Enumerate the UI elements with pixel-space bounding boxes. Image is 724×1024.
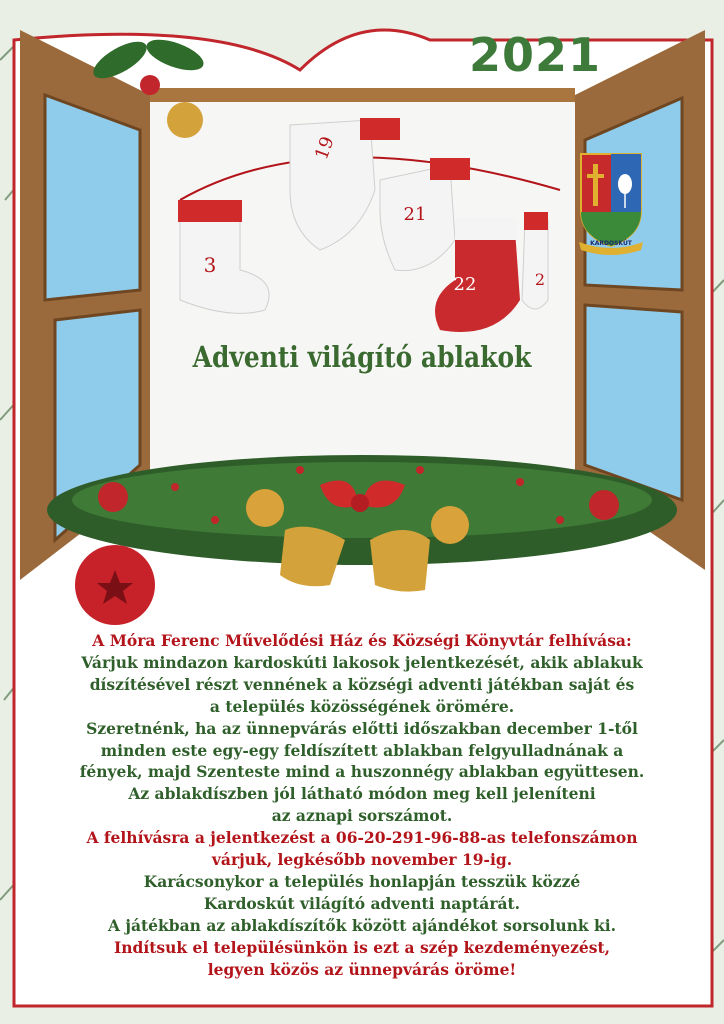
text-line: legyen közös az ünnepvárás öröme! [207, 959, 517, 979]
text-line: minden este egy-egy feldíszített ablakban felgyulladnának a [100, 740, 624, 760]
stocking-number-2: 2 [534, 270, 546, 289]
text-line: A játékban az ablakdíszítők között ajándékot sorsolunk ki. [107, 915, 617, 935]
emblem-label: KARDOSKÚT [590, 240, 632, 247]
text-line: Indítsuk el településünkön is ezt a szép kezdeményezést, [113, 937, 611, 957]
stocking-number-22: 22 [453, 274, 477, 295]
text-line: Kardoskút világító adventi naptárát. [203, 893, 521, 913]
year-heading: 2021 [468, 28, 602, 82]
text-line: várjuk, legkésőbb november 19-ig. [211, 850, 513, 870]
poster-title: Adventi világító ablakok [192, 340, 532, 374]
text-line: A Móra Ferenc Művelődési Ház és Községi Könyvtár felhívása: [92, 631, 632, 650]
text-line: A felhívásra a jelentkezést a 06-20-291-96-88-as telefonszámon [86, 828, 638, 848]
text-line: az aznapi sorszámot. [271, 806, 453, 826]
text-line: Karácsonykor a település honlapján tesszük közzé [143, 871, 581, 891]
announcement-text [24, 630, 700, 981]
text-line: fények, majd Szenteste mind a huszonnégy ablakban együttesen. [79, 762, 645, 782]
text-line: díszítésével részt vennének a községi adventi játékban saját és [89, 674, 635, 694]
text-line: Várjuk mindazon kardoskúti lakosok jelentkezését, akik ablakuk [81, 652, 643, 672]
stocking-number-3: 3 [203, 253, 217, 277]
text-line: a település közösségének örömére. [209, 696, 515, 716]
text-line: Az ablakdíszben jól látható módon meg kell jeleníteni [128, 784, 596, 804]
text-line: Szeretnénk, ha az ünnepvárás előtti időszakban december 1-től [86, 718, 638, 738]
stocking-number-21: 21 [403, 204, 427, 225]
stocking-number-19: 19 [311, 133, 339, 163]
